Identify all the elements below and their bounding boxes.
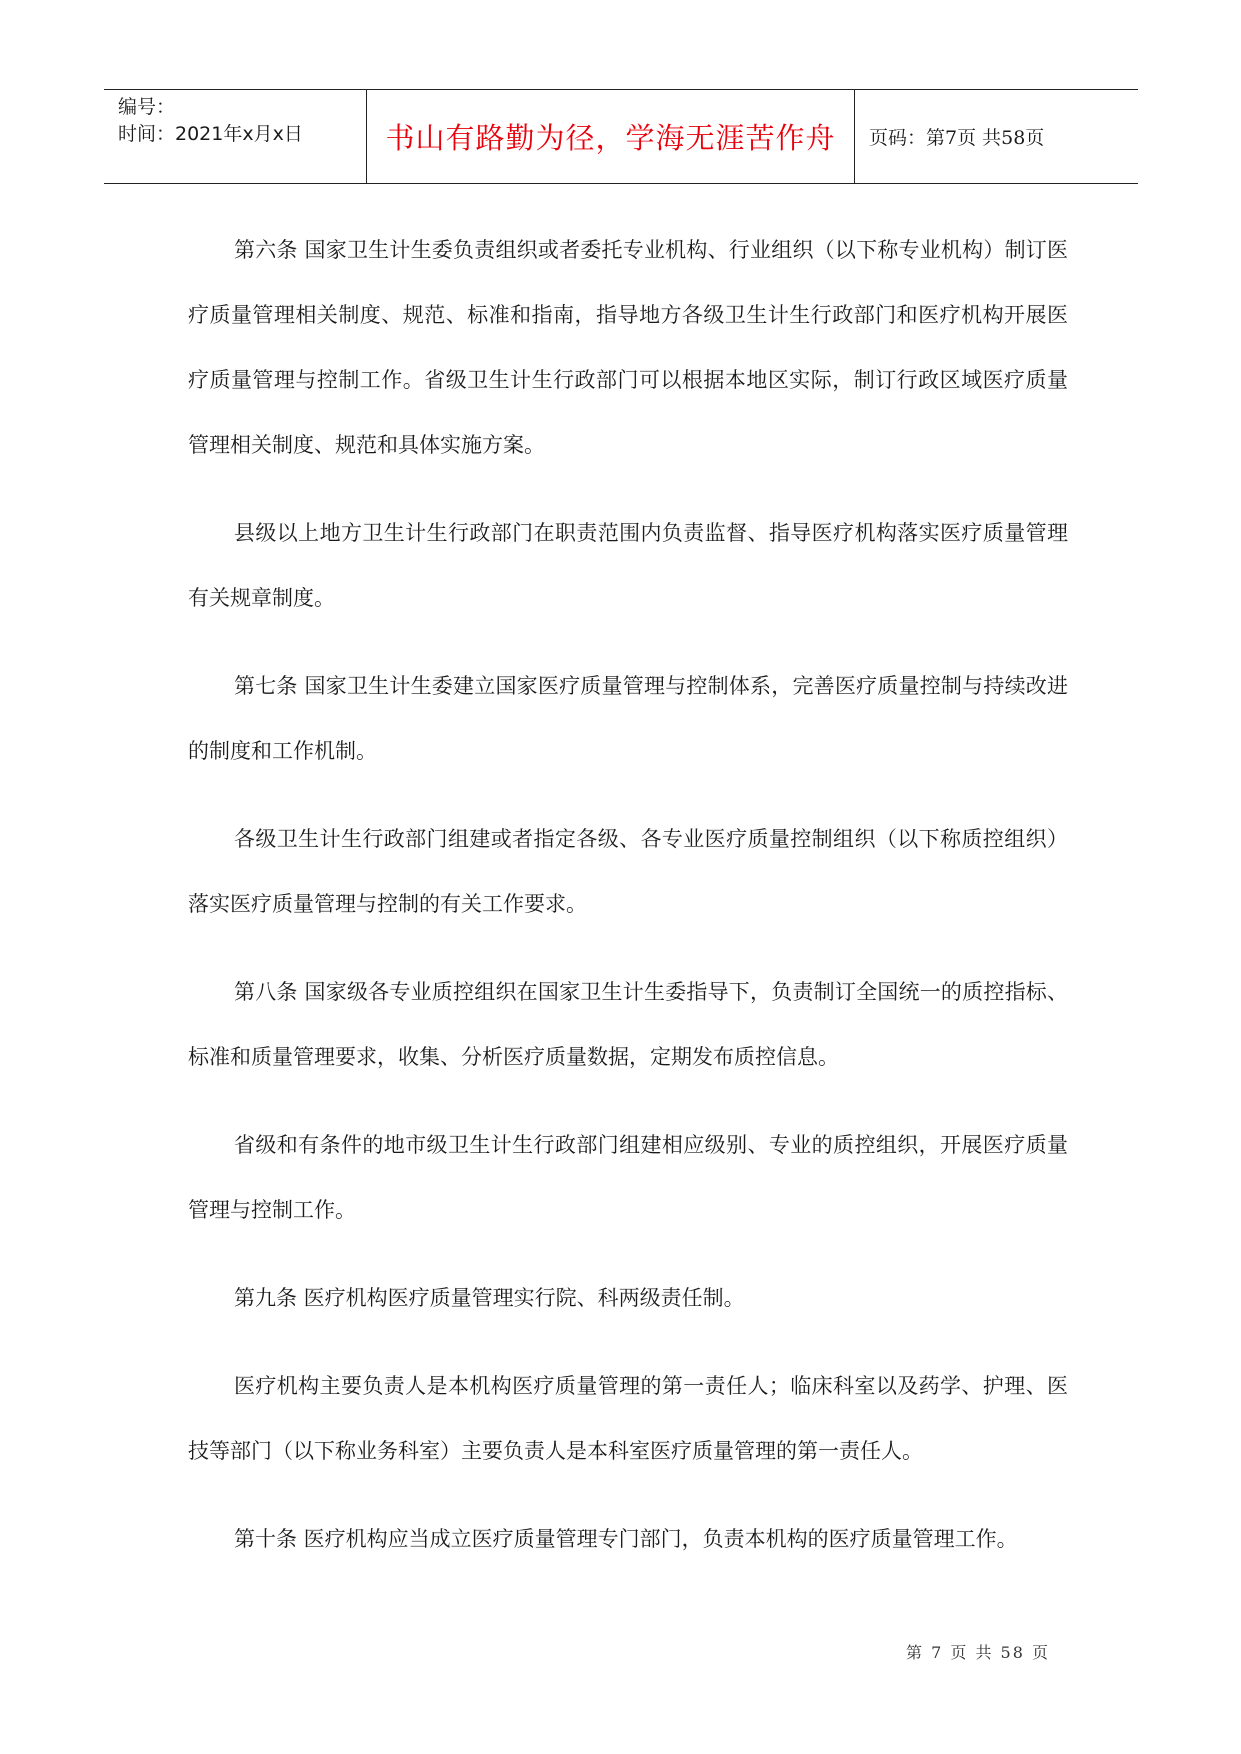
paragraph: 第九条 医疗机构医疗质量管理实行院、科两级责任制。 <box>234 1286 745 1310</box>
page-header <box>104 89 1138 184</box>
header-page-code: 页码：第7页 共58页 <box>869 127 1045 149</box>
paragraph: 第七条 国家卫生计生委建立国家医疗质量管理与控制体系，完善医疗质量控制与持续改进的制度和工作机制。 <box>188 674 1068 763</box>
header-motto: 书山有路勤为径，学海无涯苦作舟 <box>367 90 855 183</box>
page-footer: 第 7 页 共 58 页 <box>906 1643 1050 1662</box>
paragraph: 省级和有条件的地市级卫生计生行政部门组建相应级别、专业的质控组织，开展医疗质量管理与控制工作。 <box>188 1133 1068 1222</box>
paragraph: 第六条 国家卫生计生委负责组织或者委托专业机构、行业组织（以下称专业机构）制订医疗质量管理相关制度、规范、标准和指南，指导地方各级卫生计生行政部门和医疗机构开展医疗质量管理与控制工作。省级卫生计生行政部门可以根据本地区实际，制订行政区域医疗质量管理相关制度、规范和具体实施方案。 <box>188 238 1068 457</box>
header-meta-cell <box>104 90 367 183</box>
paragraph: 第八条 国家级各专业质控组织在国家卫生计生委指导下，负责制订全国统一的质控指标、标准和质量管理要求，收集、分析医疗质量数据，定期发布质控信息。 <box>188 980 1068 1069</box>
paragraph: 医疗机构主要负责人是本机构医疗质量管理的第一责任人；临床科室以及药学、护理、医技等部门（以下称业务科室）主要负责人是本科室医疗质量管理的第一责任人。 <box>188 1374 1068 1463</box>
number-label: 编号： <box>118 96 176 118</box>
paragraph: 第十条 医疗机构应当成立医疗质量管理专门部门，负责本机构的医疗质量管理工作。 <box>234 1527 1018 1551</box>
time-label: 时间：2021年x月x日 <box>118 123 303 145</box>
document-body <box>188 218 1068 1572</box>
paragraph: 县级以上地方卫生计生行政部门在职责范围内负责监督、指导医疗机构落实医疗质量管理有关规章制度。 <box>188 521 1068 610</box>
paragraph: 各级卫生计生行政部门组建或者指定各级、各专业医疗质量控制组织（以下称质控组织）落实医疗质量管理与控制的有关工作要求。 <box>188 827 1068 916</box>
